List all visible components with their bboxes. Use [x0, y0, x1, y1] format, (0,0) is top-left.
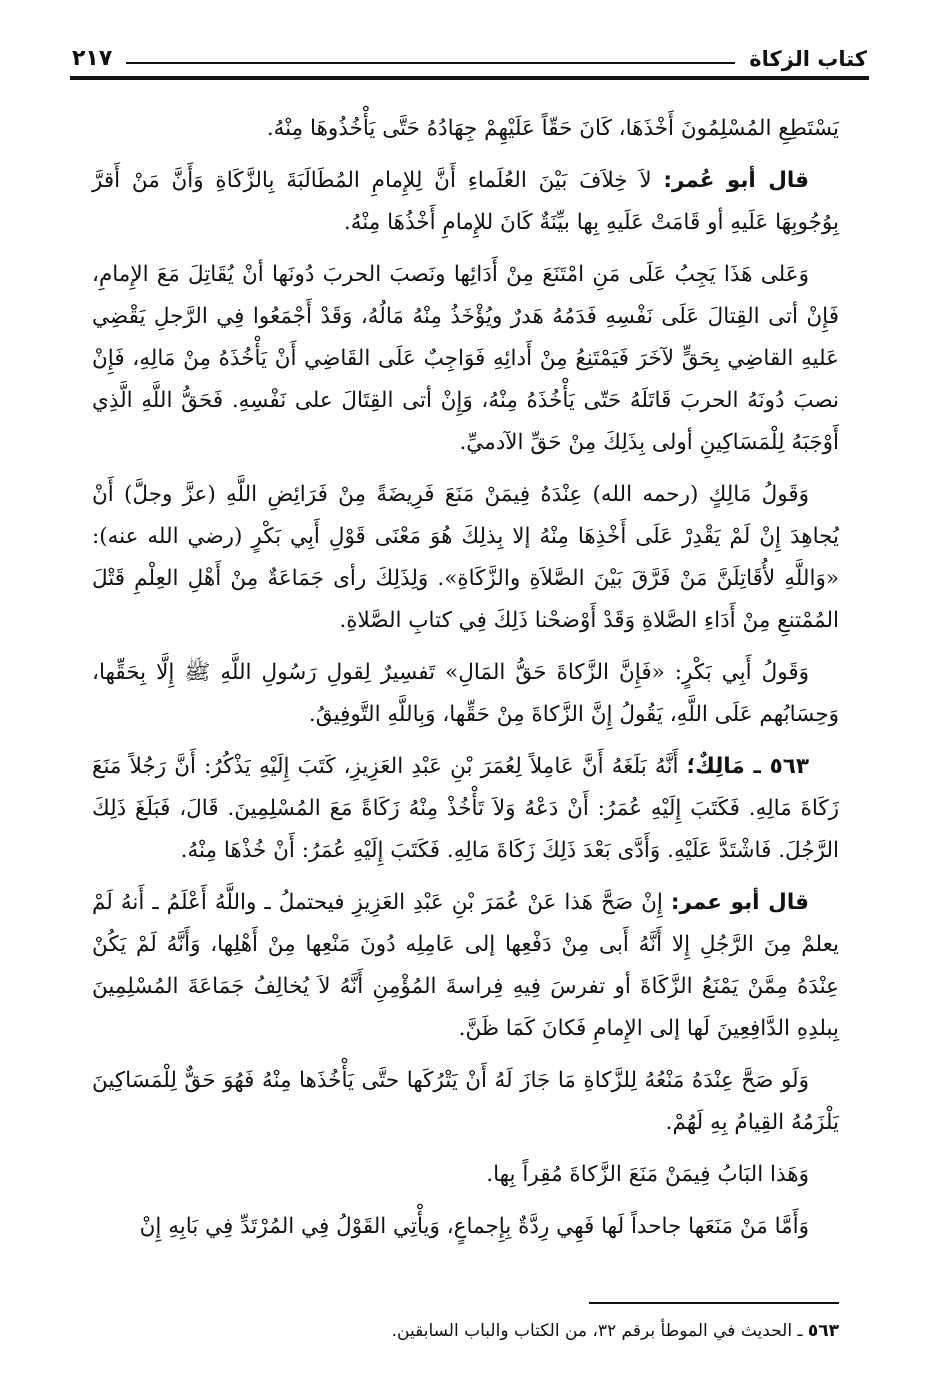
- paragraph-text: أَنَّهُ بَلَغَهُ أَنَّ عَامِلاً لِعُمَرَ بْنِ عَبْدِ العَزِيزِ، كَتَبَ إِلَيْهِ يَذْكُرُ: أَنَّ رَجُلاً مَنَعَ زَكَاةَ مَالِهِ. فَكَتَبَ إِلَيْهِ عُمَرُ: أَنْ دَعْهُ وَلاَ تَأْخُذْ مِنْهُ زَكَاةً مَعَ المُسْلِمِينَ. قَالَ، فَبَلَغَ ذَلِكَ الرَّجُلَ. فَاشْتَدَّ عَلَيْهِ. وَأَدَّى بَعْدَ ذَلِكَ زَكَاةَ مَالِهِ. فَكَتَبَ إِلَيْهِ عُمَرُ: أَنْ خُذْهَا مِنْهُ.: [92, 754, 839, 863]
- paragraph: [92, 254, 839, 464]
- page-number: ٢١٧: [72, 46, 113, 71]
- paragraph-text: وَقَولُ أَبِي بَكْرٍ: «فَإِنَّ الزَّكاةَ حَقُّ المَالِ» تَفسِيرٌ لِقولِ رَسُولِ اللَّهِ ﷺ إِلَّا بِحَقِّها، وَحِسَابُهم عَلَى اللَّهِ، يَقُولُ إِنَّ الزَّكاةَ مِنْ حَقِّها، وَبِاللَّهِ التَّوفِيقُ.: [92, 660, 839, 727]
- paragraph-text: وَعَلى هَذَا يَجِبُ عَلَى مَنِ امْتَنَعَ مِنْ أَدَائِها ونَصبَ الحربَ دُونَها أنْ يُقَاتِلَ مَعَ الإِمامِ، فَإِنْ أتى القِتالَ عَلَى نَفْسِهِ فَدَمُهُ هَدرٌ ويُؤْخَذُ مِنْهُ مَالُهُ، وَقَدْ أَجْمَعُوا فِي الرَّجلِ يَقْضِي عَليهِ القاضِي بِحَقٍّ لآخَرَ فَيَمْتَنِعُ مِنْ أَدائِهِ فَوَاجِبٌ عَلَى القَاضِي أَنْ يَأْخُذَهُ مِنْ مَالِهِ، فَإِنْ نصبَ دُونَهُ الحربَ قَاتَلَهُ حَتّى يَأْخُذَهُ مِنْهُ، وَإِنْ أتى القِتَالَ على نَفْسِهِ. فَحَقُّ اللَّهِ الَّذِي أَوْجَبَهُ لِلْمَسَاكِينِ أولى بِذَلِكَ مِنْ حَقِّ الآدميِّ.: [92, 262, 839, 455]
- page-header: [72, 34, 867, 70]
- paragraph: [92, 160, 839, 244]
- paragraph-text: وَهَذا البَابُ فِيمَنْ مَنَعَ الزَّكاةَ مُقِراً بِها.: [486, 1162, 809, 1187]
- footnote-number: ٥٦٣: [807, 1321, 839, 1341]
- paragraph-text: وَقَولُ مَالِكٍ (رحمه الله) عِنْدَهُ فِيمَنْ مَنَعَ فَرِيضَةً مِنْ فَرَائِضِ اللَّهِ (عزَّ وجلَّ) أَنْ يُجاهِدَ إِنْ لَمْ يَقْدِرْ عَلَى أَخْذِهَا مِنْهُ إلا بِذلِكَ هُوَ مَعْنَى قَوْلِ أَبِي بَكْرٍ (رضي الله عنه): «وَاللَّهِ لأُقَاتِلَنَّ مَنْ فَرَّقَ بَيْنَ الصَّلاَةِ والزَّكَاةِ». وَلِذَلِكَ رأى جَمَاعَةٌ مِنْ أَهْلِ العِلْمِ قَتْلَ المُمْتنعِ مِنْ أَدَاءِ الصَّلاةِ وَقَدْ أَوْضحْنا ذَلِكَ فِي كتابِ الصَّلاةِ.: [92, 482, 839, 633]
- main-text: [92, 108, 839, 1258]
- chapter-title: كتاب الزكاة: [749, 47, 867, 71]
- paragraph-lead: قال أبو عُمر:: [663, 168, 810, 193]
- paragraph-lead: ٥٦٣ ـ مَالِكٌ؛: [686, 754, 809, 779]
- paragraph: [92, 652, 839, 736]
- paragraph: [92, 108, 839, 150]
- paragraph-text: وَلَو صَحَّ عِنْدَهُ مَنْعُهُ لِلزَّكاةِ مَا جَازَ لَهُ أَنْ يَتْرُكَها حتَّى يَأْخُذَها مِنْهُ فَهُوَ حَقٌّ لِلْمَسَاكِينَ يَلْزَمُهُ القِيامُ بِهِ لَهُمْ.: [92, 1068, 839, 1135]
- footnote-rule: [589, 1302, 839, 1304]
- paragraph-text: وَأَمَّا مَنْ مَنَعَها جاحداً لَها فَهِي رِدَّةٌ بِإِجماعٍ، وَيأْتِي القَوْلُ فِي المُرْتَدِّ فِي بَابِهِ إِنْ: [139, 1214, 809, 1239]
- header-line: [126, 62, 735, 64]
- paragraph: [92, 882, 839, 1050]
- paragraph: [92, 746, 839, 872]
- footnote-text: ـ الحديث في الموطأ برقم ٣٢، من الكتاب والباب السابقين.: [391, 1321, 808, 1341]
- paragraph-text: لاَ خِلاَفَ بَيْنَ العُلَماءِ أَنَّ لِلإِمامِ المُطَالَبَةَ بِالزَّكَاةِ وَأَنَّ مَنْ أَقرَّ بِوُجُوبِهَا عَلَيهِ أو قَامَتْ عَلَيهِ بِها بيِّنَةٌ كَانَ للإِمامِ أَخْذُهَا مِنْهُ.: [92, 168, 839, 235]
- paragraph: [92, 1206, 839, 1248]
- paragraph-lead: قال أبو عمر:: [670, 890, 809, 915]
- paragraph: [92, 1154, 839, 1196]
- paragraph-text: يَسْتَطِعِ المُسْلِمُونَ أَخْذَهَا، كَانَ حَقّاً عَلَيْهِمْ جِهَادُهُ حَتَّى يَأْخُذُوهَا مِنْهُ.: [266, 116, 839, 141]
- paragraph-text: إِنْ صَحَّ هَذا عَنْ عُمَرَ بْنِ عَبْدِ العَزِيزِ فيحتملُ ـ واللَّهُ أَعْلَمُ ـ أَنهُ لَمْ يعلمْ مِنَ الرَّجُلِ إِلا أَنَّهُ أَبى مِنْ دَفْعِها إلى عَامِلِه دُونَ مَنْعِها مِنْ أَهْلِها، وَأَنَّهُ لَمْ يَكُنْ عِنْدَهُ مِمَّنْ يَمْنَعُ الزَّكَاةَ أو تفرسَ فِيهِ فِراسةَ المُؤْمِنِ أَنَّهُ لاَ يُخالِفُ جَمَاعَةَ المُسْلِمِينَ بِبلدِهِ الدَّافِعِينَ لَها إلى الإِمامِ فَكانَ كَمَا ظَنَّ.: [92, 890, 839, 1041]
- paragraph: [92, 474, 839, 642]
- footnote: [92, 1318, 839, 1344]
- paragraph: [92, 1060, 839, 1144]
- header-rule: [70, 76, 869, 80]
